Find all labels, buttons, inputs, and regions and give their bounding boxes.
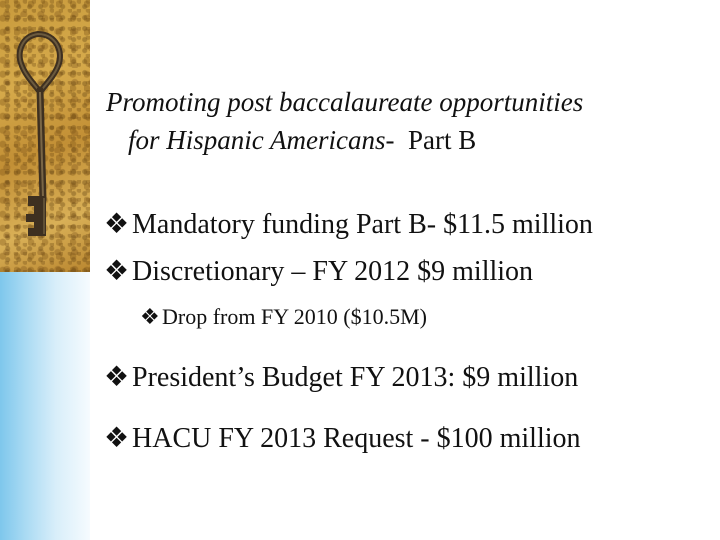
bullet-text: Mandatory funding Part B- $11.5 million	[132, 209, 593, 240]
title-line-2-rest: Part B	[394, 125, 477, 155]
diamond-bullet-icon: ❖	[104, 209, 130, 240]
diamond-bullet-icon: ❖	[104, 423, 130, 454]
bullet-text: HACU FY 2013 Request - $100 million	[132, 423, 581, 454]
title-line-1: Promoting post baccalaureate opportunities	[106, 87, 584, 117]
bullet-mandatory-funding	[104, 207, 593, 241]
bullet-text: Discretionary – FY 2012 $9 million	[132, 256, 534, 287]
bullet-hacu-request	[104, 421, 581, 455]
bullet-discretionary	[104, 254, 533, 288]
diamond-bullet-icon: ❖	[140, 304, 160, 329]
diamond-bullet-icon: ❖	[104, 256, 130, 287]
antique-key-icon	[0, 0, 90, 272]
key-photo	[0, 0, 90, 272]
title-line-2	[106, 125, 476, 155]
title-line-2-italic: for Hispanic Americans-	[128, 125, 395, 155]
slide-title	[106, 83, 583, 159]
bullet-text: President’s Budget FY 2013: $9 million	[132, 362, 579, 393]
bullet-text: Drop from FY 2010 ($10.5M)	[162, 304, 427, 329]
sub-bullet-drop	[140, 304, 427, 330]
bullet-presidents-budget	[104, 360, 578, 394]
diamond-bullet-icon: ❖	[104, 362, 130, 393]
